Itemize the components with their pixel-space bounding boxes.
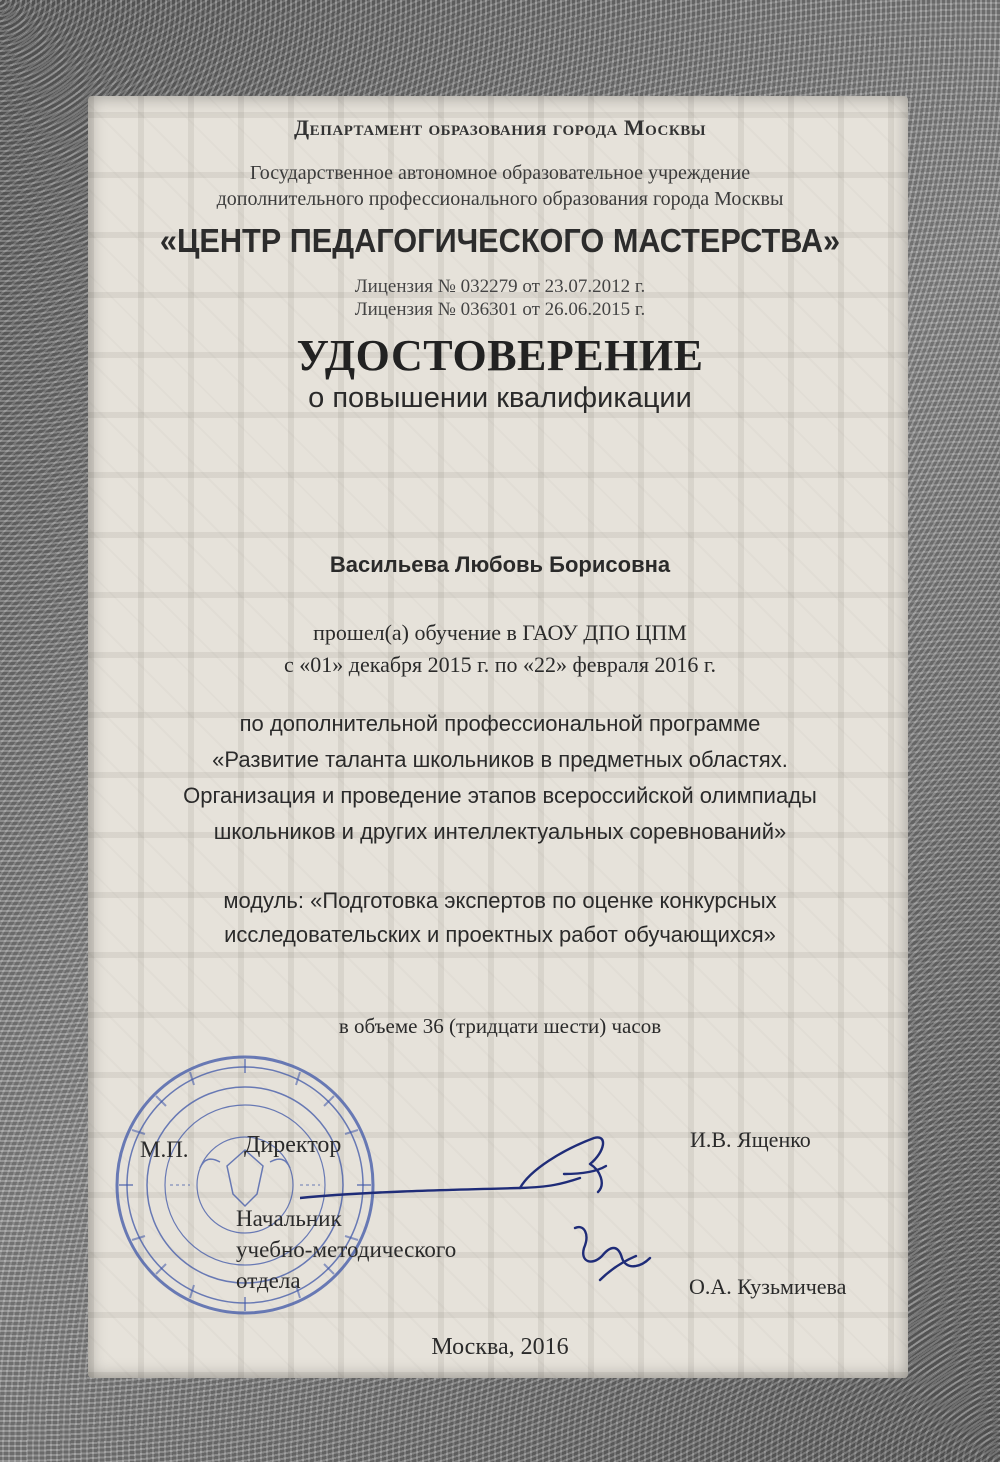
director-name: И.В. Ященко xyxy=(690,1127,811,1152)
license-1: Лицензия № 032279 от 23.07.2012 г. xyxy=(354,276,646,297)
study-line-1: прошел(а) обучение в ГАОУ ДПО ЦПМ xyxy=(313,620,687,645)
license-2: Лицензия № 036301 от 26.06.2015 г. xyxy=(354,299,646,320)
module-description xyxy=(0,884,1000,952)
stamp-place-label: М.П. xyxy=(140,1137,189,1162)
licenses xyxy=(0,275,1000,321)
course-volume: в объеме 36 (тридцати шести) часов xyxy=(338,1014,662,1038)
study-line-2: с «01» декабря 2015 г. по «22» февраля 2016 г. xyxy=(284,652,716,677)
program-line-4: школьников и других интеллектуальных соревнований» xyxy=(213,819,787,844)
program-line-1: по дополнительной профессиональной программе xyxy=(239,711,761,736)
institution-name xyxy=(0,160,1000,212)
head-line-3: отдела xyxy=(236,1268,301,1293)
center-name: «ЦЕНТР ПЕДАГОГИЧЕСКОГО МАСТЕРСТВА» xyxy=(159,222,841,259)
institution-line-1: Государственное автономное образовательное учреждение xyxy=(249,162,751,184)
program-line-2: «Развитие таланта школьников в предметных областях. xyxy=(212,747,788,772)
module-line-1: модуль: «Подготовка экспертов по оценке конкурсных xyxy=(223,888,777,913)
head-line-2: учебно-методического xyxy=(236,1237,457,1262)
module-line-2: исследовательских и проектных работ обучающихся» xyxy=(224,922,776,947)
institution-line-2: дополнительного профессионального образования города Москвы xyxy=(216,188,784,210)
recipient-name: Васильева Любовь Борисовна xyxy=(329,552,671,577)
certificate-subtitle: о повышении квалификации xyxy=(308,382,692,414)
director-title: Директор xyxy=(244,1132,342,1158)
program-line-3: Организация и проведение этапов всероссийской олимпиады xyxy=(183,783,817,808)
program-description xyxy=(0,706,1000,850)
head-line-1: Начальник xyxy=(236,1206,342,1231)
city-year: Москва, 2016 xyxy=(431,1334,569,1360)
department-heading: Департамент образования города Москвы xyxy=(294,115,706,140)
department-head-title xyxy=(236,1203,456,1296)
certificate-title: УДОСТОВЕРЕНИЕ xyxy=(296,331,704,380)
study-period xyxy=(0,617,1000,681)
department-head-name: О.А. Кузьмичева xyxy=(689,1274,847,1299)
